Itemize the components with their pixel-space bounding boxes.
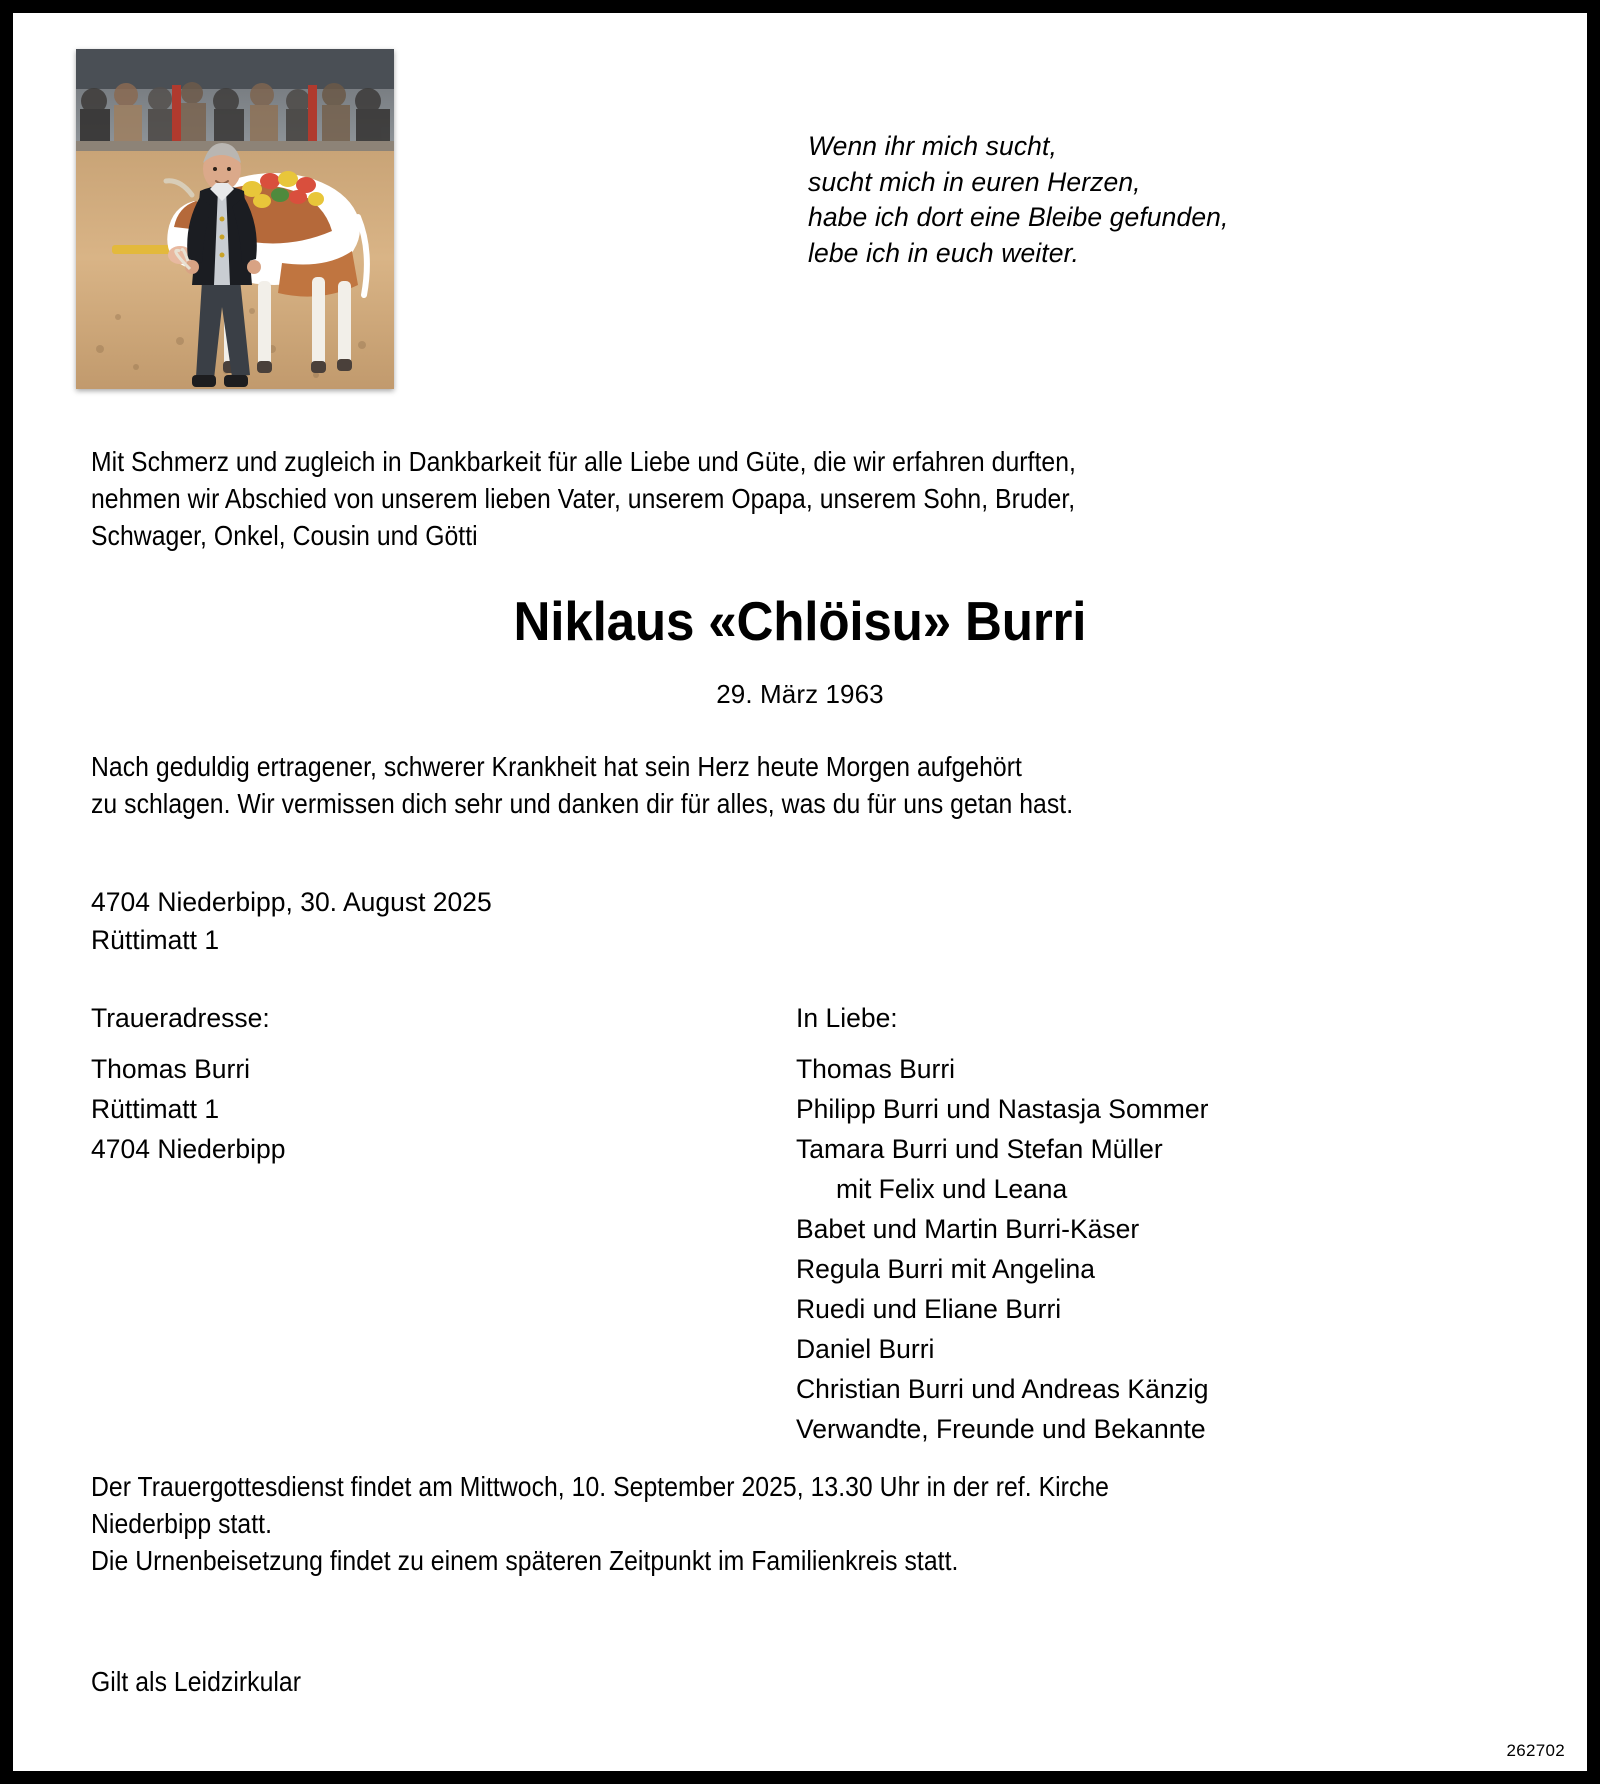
reference-number: 262702 — [1506, 1741, 1565, 1760]
service-line: Der Trauergottesdienst findet am Mittwoch, 10. September 2025, 13.30 Uhr in der ref. Kirche — [91, 1471, 1109, 1502]
poem-line: Wenn ihr mich sucht, — [808, 131, 1057, 161]
illness-paragraph — [91, 748, 1073, 822]
leidzirkular-note — [91, 1663, 301, 1700]
illness-line: zu schlagen. Wir vermissen dich sehr und danken dir für alles, was du für uns getan hast. — [91, 788, 1074, 819]
service-line: Niederbipp statt. — [91, 1508, 272, 1539]
poem-line: lebe ich in euch weiter. — [808, 237, 1079, 268]
survivors-heading: In Liebe: — [796, 1003, 898, 1033]
deceased-name-text: Niklaus «Chlöisu» Burri — [513, 590, 1087, 652]
deceased-birth-date: 29. März 1963 — [716, 679, 884, 709]
list-item: Ruedi und Eliane Burri — [796, 1294, 1062, 1324]
list-item: Tamara Burri und Stefan Müller — [796, 1134, 1163, 1164]
illness-line: Nach geduldig ertragener, schwerer Krankheit hat sein Herz heute Morgen aufgehört — [91, 751, 1022, 782]
place-date-line: Rüttimatt 1 — [91, 925, 220, 955]
list-item: Daniel Burri — [796, 1334, 935, 1364]
list-item: Rüttimatt 1 — [91, 1094, 220, 1124]
place-date-line: 4704 Niederbipp, 30. August 2025 — [91, 887, 492, 917]
mourning-address-list — [91, 1049, 285, 1169]
list-item: Verwandte, Freunde und Bekannte — [796, 1414, 1206, 1444]
intro-line: Schwager, Onkel, Cousin und Götti — [91, 520, 478, 551]
survivors-block — [796, 998, 1208, 1449]
list-item: Thomas Burri — [796, 1054, 956, 1084]
poem-line: habe ich dort eine Bleibe gefunden, — [808, 202, 1229, 232]
deceased-name — [13, 591, 1587, 651]
memorial-poem — [808, 129, 1228, 271]
service-paragraph — [91, 1468, 1109, 1579]
mourning-address-heading: Traueradresse: — [91, 1003, 270, 1033]
intro-line: nehmen wir Abschied von unserem lieben Vater, unserem Opapa, unserem Sohn, Bruder, — [91, 483, 1076, 514]
obituary-sheet — [10, 10, 1590, 1774]
intro-line: Mit Schmerz und zugleich in Dankbarkeit für alle Liebe und Güte, die wir erfahren durften, — [91, 446, 1076, 477]
list-item: Regula Burri mit Angelina — [796, 1254, 1096, 1284]
list-item: Thomas Burri — [91, 1054, 251, 1084]
list-item: Babet und Martin Burri-Käser — [796, 1214, 1140, 1244]
place-and-date — [91, 883, 492, 959]
mourning-address-block — [91, 998, 285, 1169]
poem-line: sucht mich in euren Herzen, — [808, 166, 1141, 197]
list-item: Philipp Burri und Nastasja Sommer — [796, 1094, 1209, 1124]
survivors-list — [796, 1049, 1208, 1449]
memorial-photo — [76, 49, 394, 389]
memorial-photo-image — [76, 49, 394, 389]
intro-paragraph — [91, 443, 1076, 554]
list-item: 4704 Niederbipp — [91, 1134, 286, 1164]
list-item: Christian Burri und Andreas Känzig — [796, 1374, 1209, 1404]
service-line: Die Urnenbeisetzung findet zu einem späteren Zeitpunkt im Familienkreis statt. — [91, 1545, 959, 1576]
list-item: mit Felix und Leana — [836, 1174, 1068, 1204]
leidzirkular-text: Gilt als Leidzirkular — [91, 1666, 302, 1697]
